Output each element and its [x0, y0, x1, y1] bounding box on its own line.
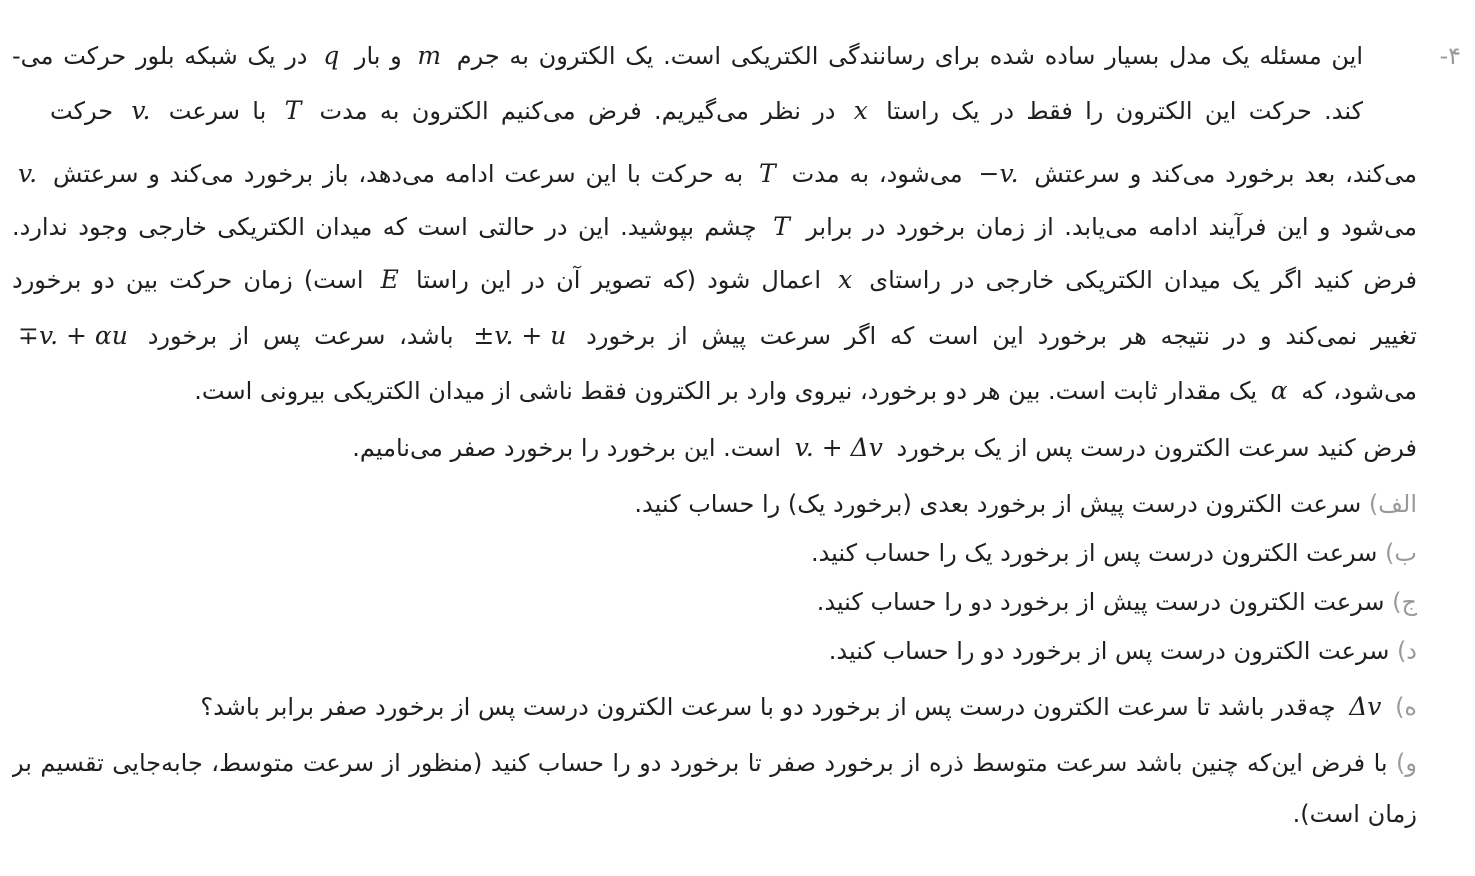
- question-number: ۴-: [1439, 42, 1461, 70]
- part-label: و): [1396, 749, 1417, 777]
- question-line: [12, 316, 1417, 356]
- text-run: تغییر نمی‌کند و در نتیجه هر برخورد این است که اگر سرعت پیش از برخورد: [572, 322, 1417, 350]
- question-line: [12, 36, 1363, 76]
- math-expression: Δv: [1349, 692, 1382, 721]
- text-run: چه‌قدر باشد تا سرعت الکترون درست پس از برخورد دو با سرعت الکترون درست پس از برخورد صفر برابر باشد؟: [200, 693, 1344, 721]
- text-run: با فرض این‌که چنین باشد سرعت متوسط ذره از برخورد صفر تا برخورد دو را حساب کنید (منظور از سرعت متوسط، جابه‌جایی تقسیم بر: [12, 749, 1397, 777]
- question-line: [12, 260, 1417, 300]
- part-label: د): [1396, 637, 1417, 665]
- text-run: به حرکت با این سرعت ادامه می‌دهد، باز برخورد می‌کند و سرعتش: [43, 160, 754, 188]
- math-expression: T: [759, 159, 776, 188]
- math-expression: x: [838, 265, 853, 294]
- part-e: [12, 687, 1417, 727]
- text-run: در یک شبکه بلور حرکت می-: [12, 42, 318, 70]
- part-f: [12, 743, 1417, 783]
- text-run: [1387, 693, 1395, 721]
- part-label: الف): [1368, 490, 1417, 518]
- text-run: است. این برخورد را برخورد صفر می‌نامیم.: [352, 434, 789, 462]
- text-run: سرعت الکترون درست پیش از برخورد بعدی (برخورد یک) را حساب کنید.: [634, 490, 1369, 518]
- text-run: می‌شود، به مدت: [781, 160, 973, 188]
- text-run: کند. حرکت این الکترون را فقط در یک راستا: [873, 97, 1363, 125]
- part-b: [12, 533, 1417, 573]
- text-run: یک مقدار ثابت است. بین هر دو برخورد، نیروی وارد بر الکترون فقط ناشی از میدان الکتریکی بیرونی است.: [194, 377, 1265, 405]
- math-expression: v.: [18, 159, 38, 188]
- text-run: سرعت الکترون درست پس از برخورد دو را حساب کنید.: [828, 637, 1397, 665]
- question-line: [12, 154, 1417, 194]
- text-run: سرعت الکترون درست پیش از برخورد دو را حساب کنید.: [816, 588, 1393, 616]
- part-c: [12, 582, 1417, 622]
- math-expression: ∓v. + αu: [18, 321, 128, 350]
- text-run: اعمال شود (که تصویر آن در این راستا: [404, 266, 833, 294]
- text-run: است) زمان حرکت بین دو برخورد: [12, 266, 375, 294]
- text-run: حرکت: [50, 97, 126, 125]
- text-run: فرض کنید اگر یک میدان الکتریکی خارجی در راستای: [858, 266, 1417, 294]
- math-expression: v.: [131, 96, 151, 125]
- text-run: می‌کند، بعد برخورد می‌کند و سرعتش: [1024, 160, 1417, 188]
- part-label: ج): [1392, 588, 1417, 616]
- math-expression: x: [853, 96, 868, 125]
- math-expression: ±v. + u: [473, 321, 567, 350]
- math-expression: T: [773, 212, 790, 241]
- math-expression: T: [284, 96, 302, 125]
- part-d: [12, 631, 1417, 671]
- question-line: [12, 371, 1417, 411]
- part-f-continuation: [12, 794, 1417, 834]
- question-line: [12, 207, 1417, 247]
- text-run: با سرعت: [156, 97, 279, 125]
- part-label: ه): [1395, 693, 1417, 721]
- text-run: سرعت الکترون درست پس از برخورد یک را حساب کنید.: [810, 539, 1386, 567]
- text-run: زمان است).: [1292, 800, 1417, 828]
- text-run: باشد، سرعت پس از برخورد: [133, 322, 468, 350]
- text-run: فرض کنید سرعت الکترون درست پس از یک برخورد: [888, 434, 1417, 462]
- math-expression: α: [1270, 376, 1288, 405]
- text-run: می‌شود و این فرآیند ادامه می‌یابد. از زمان برخورد در برابر: [795, 213, 1417, 241]
- math-expression: E: [380, 265, 399, 294]
- question-line: [12, 428, 1417, 468]
- part-a: [12, 484, 1417, 524]
- text-run: در نظر می‌گیریم. فرض می‌کنیم الکترون به مدت: [307, 97, 848, 125]
- math-expression: −v.: [978, 159, 1019, 188]
- part-label: ب): [1385, 539, 1417, 567]
- question-line: [50, 91, 1363, 131]
- math-expression: v. + Δv: [794, 433, 883, 462]
- text-run: این مسئله یک مدل بسیار ساده شده برای رسانندگی الکتریکی است. یک الکترون به جرم: [447, 42, 1363, 70]
- math-expression: m: [417, 41, 442, 70]
- text-run: می‌شود، که: [1293, 377, 1417, 405]
- text-run: چشم بپوشید. این در حالتی است که میدان الکتریکی خارجی وجود ندارد.: [12, 213, 768, 241]
- math-expression: q: [323, 41, 340, 70]
- text-run: و بار: [345, 42, 412, 70]
